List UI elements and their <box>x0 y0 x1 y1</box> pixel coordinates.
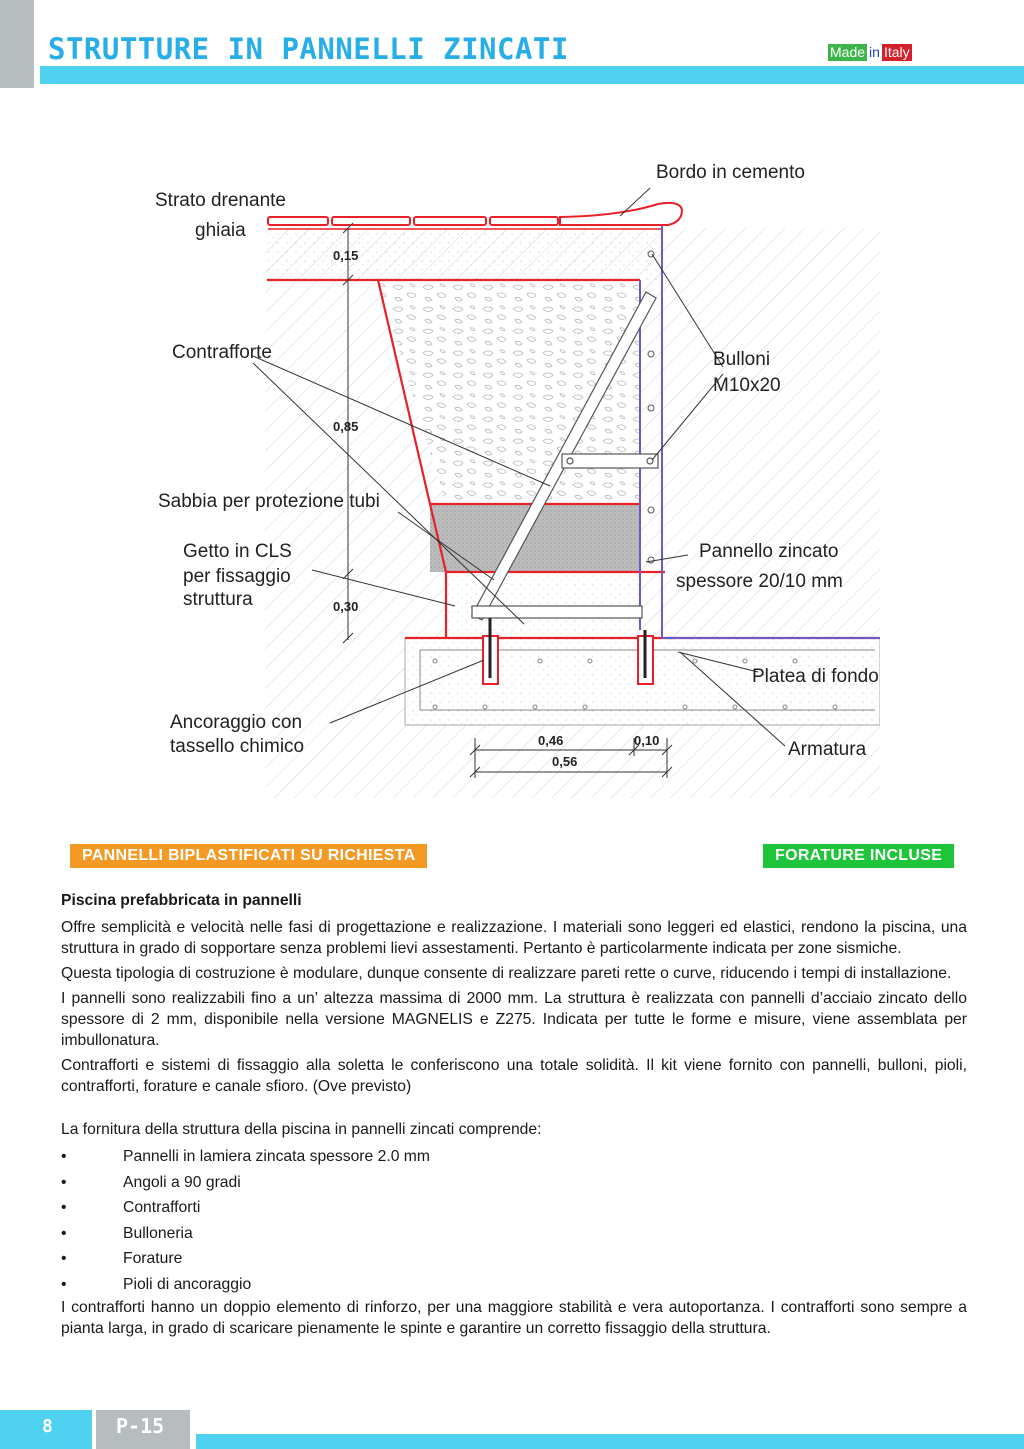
list-item <box>61 1246 967 1272</box>
label-bordo: Bordo in cemento <box>656 162 805 183</box>
badge-made: Made <box>830 44 866 60</box>
section-subtitle: Piscina prefabbricata in pannelli <box>61 892 302 909</box>
list-item <box>61 1195 967 1221</box>
list-item-label: Bulloneria <box>123 1224 193 1242</box>
paragraph-3: I pannelli sono realizzabili fino a un’ altezza massima di 2000 mm. La struttura è realizzata con pannelli d’acciaio zincato dello spessore di 2 mm, disponibile nella versione MAGNELIS e Z275. Indicata per tutte le forme e misure, viene assemblata per imbullonatura. <box>61 990 967 1049</box>
dim-030: 0,30 <box>333 599 359 614</box>
header-bar <box>40 66 1024 84</box>
label-sabbia: Sabbia per protezione tubi <box>158 491 380 512</box>
list-item <box>61 1221 967 1247</box>
list-item-label: Pannelli in lamiera zincata spessore 2.0 mm <box>123 1148 430 1165</box>
label-getto-1: Getto in CLS <box>183 541 292 562</box>
bullet: • <box>61 1275 67 1293</box>
label-armatura: Armatura <box>788 739 867 760</box>
paragraph-1: Offre semplicità e velocità nelle fasi di progettazione e realizzazione. I materiali sono leggeri ed elastici, rendono la piscina, una struttura in grado di sopportare senza problemi lievi assestamenti. Pertanto è particolarmente indicata per zone sismiche. <box>61 919 967 957</box>
drainage-layer <box>267 228 662 280</box>
label-getto-3: struttura <box>183 589 253 610</box>
bullet: • <box>61 1173 67 1191</box>
label-pannello-1: Pannello zincato <box>699 541 839 562</box>
supply-list <box>61 1144 967 1297</box>
tag-biplastificati: PANNELLI BIPLASTIFICATI SU RICHIESTA <box>70 844 427 868</box>
page-number: 8 <box>0 1410 92 1449</box>
list-item <box>61 1272 967 1298</box>
label-contrafforte: Contrafforte <box>172 342 272 363</box>
label-getto-2: per fissaggio <box>183 566 291 587</box>
dim-010: 0,10 <box>634 733 660 748</box>
list-item-label: Angoli a 90 gradi <box>123 1173 241 1191</box>
paragraph-4: Contrafforti e sistemi di fissaggio alla soletta le conferiscono una totale solidità. Il kit viene fornito con pannelli, bulloni, pioli, contrafforti, forature e canale sfioro. (Ove previsto) <box>61 1057 967 1095</box>
page-title: STRUTTURE IN PANNELLI ZINCATI <box>48 32 569 66</box>
bullet: • <box>61 1199 67 1216</box>
label-strato: Strato drenante <box>155 190 286 211</box>
tag-forature: FORATURE INCLUSE <box>763 844 954 868</box>
list-item-label: Forature <box>123 1250 183 1267</box>
bullet: • <box>61 1224 67 1242</box>
label-bulloni-size: M10x20 <box>713 375 781 396</box>
technical-drawing <box>150 150 880 810</box>
badge-in: in <box>869 44 880 60</box>
concrete-curb <box>560 203 682 225</box>
gravel-stones <box>268 217 558 225</box>
label-pannello-2: spessore 20/10 mm <box>676 571 843 592</box>
concrete-casting-texture <box>444 572 640 638</box>
spacer <box>61 1101 967 1119</box>
bullet: • <box>61 1148 67 1165</box>
dim-056: 0,56 <box>552 754 578 769</box>
label-bulloni: Bulloni <box>713 349 771 370</box>
list-item <box>61 1170 967 1196</box>
badge-italy: Italy <box>883 44 910 60</box>
dim-015: 0,15 <box>333 248 359 263</box>
closing-paragraph: I contrafforti hanno un doppio elemento di rinforzo, per una maggiore stabilità e vera autoportanza. I contrafforti sono sempre a pianta larga, in grado di scaricare pienamente le spinte e garantire un corretto fissaggio della struttura. <box>61 1299 967 1337</box>
label-platea: Platea di fondo <box>752 666 879 687</box>
list-item-label: Pioli di ancoraggio <box>123 1275 252 1293</box>
label-ancoraggio-2: tassello chimico <box>170 736 305 757</box>
label-ghiaia: ghiaia <box>195 220 246 241</box>
paragraph-2: Questa tipologia di costruzione è modulare, dunque consente di realizzare pareti rette o curve, riducendo i tempi di installazione. <box>61 965 952 982</box>
list-intro: La fornitura della struttura della piscina in pannelli zincati comprende: <box>61 1121 542 1138</box>
description-text <box>61 890 967 1343</box>
section-drawing <box>150 150 880 810</box>
list-item-label: Contrafforti <box>123 1199 201 1216</box>
bullet: • <box>61 1250 67 1267</box>
made-in-italy-badge <box>828 44 912 61</box>
label-ancoraggio-1: Ancoraggio con <box>170 712 303 733</box>
page-code: P-15 <box>96 1410 190 1449</box>
corner-tab <box>0 0 34 88</box>
dim-085: 0,85 <box>333 419 359 434</box>
list-item <box>61 1144 967 1170</box>
footer-bar <box>196 1434 1024 1449</box>
dim-046: 0,46 <box>538 733 564 748</box>
